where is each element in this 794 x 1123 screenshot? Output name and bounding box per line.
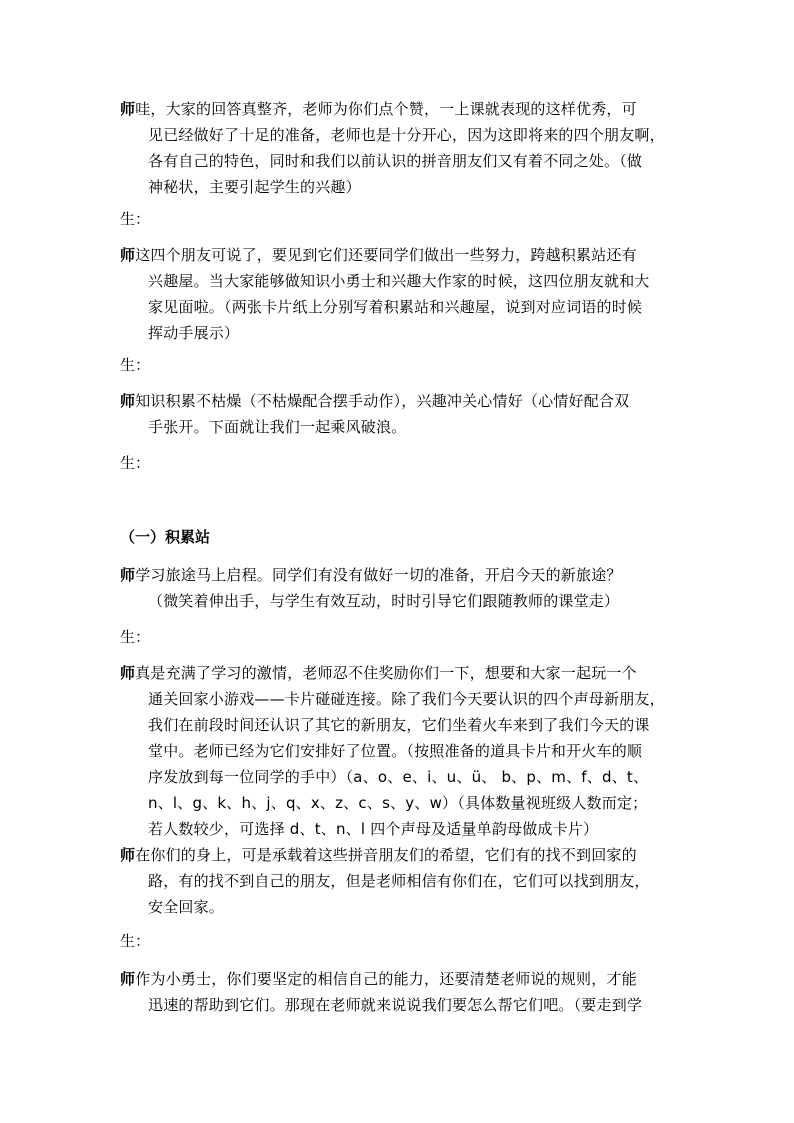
teacher-paragraph: 师哇，大家的回答真整齐，老师为你们点个赞，一上课就表现的这样优秀，可 见已经做好了十足的准备，老师也是十分开心，因为这即将来的四个朋友啊， 各有自己的特色，同时和我们以前认识的拼音朋友们又有着不同之处。（做 神秘状，主要引起学生的兴趣） [120, 100, 665, 196]
teacher-paragraph: 师这四个朋友可说了，要见到它们还要同学们做出一些努力，跨越积累站还有 兴趣屋。当大家能够做知识小勇士和兴趣大作家的时候，这四位朋友就和大 家见面啦。（两张卡片纸上分别写着积累站和兴趣屋，说到对应词语的时候 挥动手展示） [120, 246, 650, 342]
teacher-paragraph: 师在你们的身上，可是承载着这些拼音朋友们的希望，它们有的找不到回家的 路，有的找不到自己的朋友，但是老师相信有你们在，它们可以找到朋友， 安全回家。 [120, 846, 650, 916]
speaker-teacher: 师 [120, 566, 136, 584]
speaker-teacher: 师 [120, 392, 136, 410]
student-response: 生： [120, 210, 151, 228]
speaker-teacher: 师 [120, 246, 136, 264]
student-response: 生： [120, 628, 151, 646]
student-response: 生： [120, 356, 151, 374]
student-response: 生： [120, 454, 151, 472]
teacher-paragraph: 师学习旅途马上启程。同学们有没有做好一切的准备，开启今天的新旅途？ （微笑着伸出手，与学生有效互动，时时引导它们跟随教师的课堂走） [120, 566, 622, 610]
teacher-paragraph: 师真是充满了学习的激情，老师忍不住奖励你们一下，想要和大家一起玩一个 通关回家小游戏——卡片碰碰连接。除了我们今天要认识的四个声母新朋友， 我们在前段时间还认识了其它的新朋友，它们坐着火车来到了我们今天的课 堂中。老师已经为它们安排好了位置。（按照准备的道具卡片和开火车的顺 序发放到每一位同学的手中）（a、o、e、i、u、ü、 b、p、m、f、d、t、 n、l、g、k、h、j、q、x、z、c、s、y、w）（具体数量视班级人数而定； 若人数较少，可选择 d、t、n、l 四个声母及适量单韵母做成卡片） [120, 664, 665, 838]
section-heading: （一）积累站 [120, 528, 211, 546]
speaker-teacher: 师 [120, 100, 136, 118]
speaker-teacher: 师 [120, 664, 136, 682]
teacher-paragraph: 师知识积累不枯燥（不枯燥配合摆手动作），兴趣冲关心情好（心情好配合双 手张开。下面就让我们一起乘风破浪。 [120, 392, 630, 436]
speaker-teacher: 师 [120, 970, 136, 988]
teacher-paragraph: 师作为小勇士，你们要坚定的相信自己的能力，还要清楚老师说的规则，才能 迅速的帮助到它们。那现在老师就来说说我们要怎么帮它们吧。（要走到学 [120, 970, 643, 1014]
student-response: 生： [120, 932, 151, 950]
speaker-teacher: 师 [120, 846, 136, 864]
